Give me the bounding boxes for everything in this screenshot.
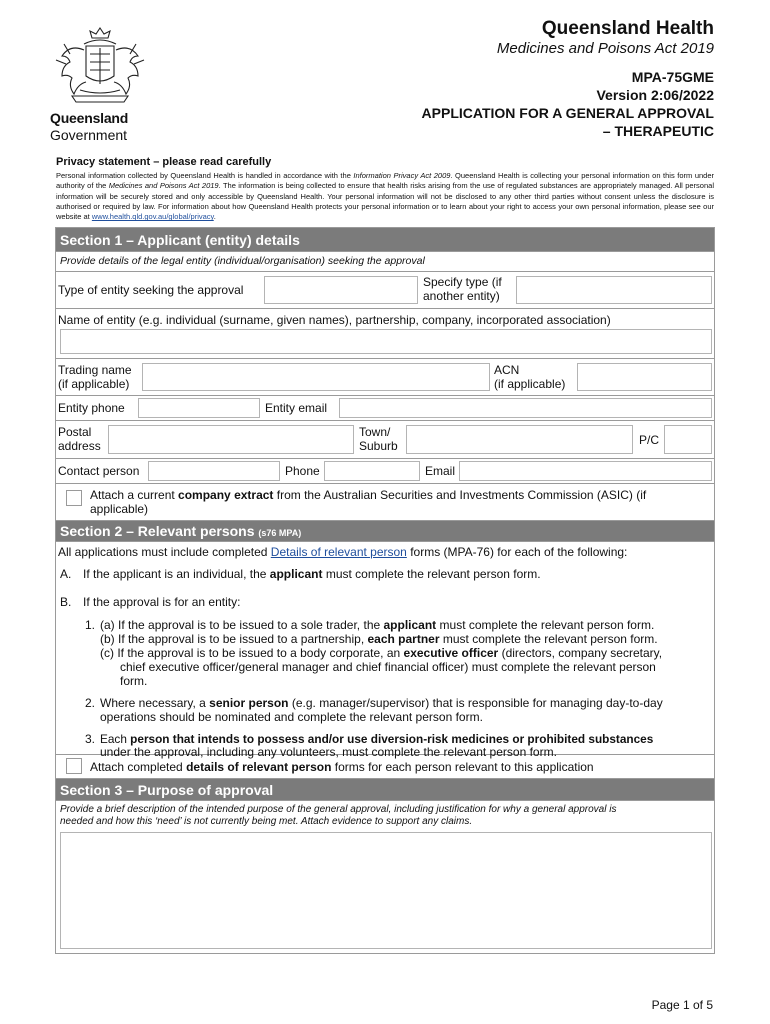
header-organisation: Queensland Health — [541, 18, 714, 39]
entity-type-label: Type of entity seeking the approval — [58, 283, 244, 297]
postcode-label: P/C — [639, 433, 660, 447]
specify-type-label-line1: Specify type (if — [423, 275, 502, 289]
trading-label-line1: Trading name — [58, 363, 132, 377]
item-a-text — [83, 567, 541, 581]
privacy-text-part: . Queensland Health is collecting your personal information on this form under authority of the — [56, 171, 714, 191]
item-a-marker: A. — [60, 567, 72, 581]
item-a-text-part: If the applicant is an individual, the — [83, 567, 270, 581]
item-a-bold: applicant — [269, 567, 323, 581]
section2-heading-ref: (s76 MPA) — [258, 528, 302, 538]
item-1a-text-part: must complete the relevant person form. — [436, 618, 655, 632]
item-2-bold: senior person — [209, 696, 289, 710]
entity-name-label: Name of entity (e.g. individual (surname, given names), partnership, company, incorporated association) — [58, 313, 611, 327]
section2-intro — [58, 545, 627, 559]
postal-address-label — [58, 425, 101, 453]
header-act: Medicines and Poisons Act 2019 — [496, 40, 714, 57]
purpose-description-field[interactable] — [60, 832, 712, 949]
item-1b-bold: each partner — [367, 632, 440, 646]
acn-label — [494, 363, 565, 391]
item-1a-bold: applicant — [383, 618, 437, 632]
postcode-field[interactable] — [664, 425, 712, 454]
relevant-person-attach-part: forms for each person relevant to this application — [331, 760, 594, 774]
privacy-statement — [56, 171, 714, 222]
postal-address-field[interactable] — [108, 425, 354, 454]
privacy-title: Privacy statement – please read carefully — [56, 156, 272, 168]
application-form — [55, 227, 715, 954]
relevant-person-attach-row — [56, 755, 714, 779]
entity-phone-field[interactable] — [138, 398, 260, 418]
privacy-text-part: . — [213, 212, 216, 222]
postal-label-line1: Postal — [58, 425, 92, 439]
entity-name-row — [56, 309, 714, 359]
privacy-act-name: Information Privacy Act 2009 — [353, 171, 451, 180]
contact-phone-label: Phone — [285, 464, 320, 478]
item-1c-bold: executive officer — [403, 646, 499, 660]
section3-note-line2: needed and how this ‘need’ is not currently being met. Attach evidence to support any claims. — [60, 816, 473, 827]
trading-name-label — [58, 363, 132, 391]
section2-heading — [56, 521, 714, 542]
section1-heading: Section 1 – Applicant (entity) details — [56, 228, 714, 252]
section1-note: Provide details of the legal entity (individual/organisation) seeking the approval — [56, 252, 714, 272]
company-extract-text-part: Attach a current — [90, 488, 179, 502]
item-b-marker: B. — [60, 595, 72, 609]
page-number: Page 1 of 5 — [651, 998, 713, 1012]
town-label-line1: Town/ — [359, 425, 391, 439]
logo-line-government: Government — [50, 127, 128, 143]
contact-person-row — [56, 459, 714, 484]
entity-type-field[interactable] — [264, 276, 418, 304]
item-a-text-part: must complete the relevant person form. — [322, 567, 541, 581]
item-1a-text — [100, 618, 654, 632]
contact-phone-field[interactable] — [324, 461, 420, 481]
specify-type-label-line2: another entity) — [423, 289, 500, 303]
item-2-text-part: (e.g. manager/supervisor) that is responsible for managing day-to-day — [288, 696, 663, 710]
contact-person-field[interactable] — [148, 461, 280, 481]
item-1c-line2: chief executive officer/general manager and chief financial officer) must complete the relevant person — [120, 660, 656, 674]
section3-note-line1: Provide a brief description of the intended purpose of the general approval, including justification for why a general approval is — [60, 804, 617, 815]
item-1c-text — [100, 646, 662, 660]
postal-label-line2: address — [58, 439, 101, 453]
coat-of-arms-icon — [50, 24, 150, 110]
company-extract-checkbox[interactable] — [66, 490, 82, 506]
section2-body — [56, 542, 714, 759]
relevant-person-attach-text — [90, 760, 594, 774]
item-1-marker: 1. — [85, 618, 96, 632]
form-title-line2: – THERAPEUTIC — [602, 123, 714, 139]
company-extract-text — [90, 488, 710, 516]
company-extract-text-part: from the Australian Securities and Investments Commission (ASIC) (if — [273, 488, 647, 502]
town-label-line2: Suburb — [359, 439, 398, 453]
postal-address-row — [56, 421, 714, 459]
entity-type-row — [56, 272, 714, 309]
item-1b-text — [100, 632, 658, 646]
form-code: MPA-75GME — [631, 69, 714, 85]
item-1c-text-part: (directors, company secretary, — [498, 646, 663, 660]
trading-name-row — [56, 359, 714, 396]
section2-intro-text: forms (MPA-76) for each of the following: — [406, 545, 628, 559]
item-3-line2: under the approval, including any volunteers, must complete the relevant person form. — [100, 745, 557, 759]
header-form-title-block — [422, 68, 714, 140]
item-3-bold: person that intends to possess and/or use diversion-risk medicines or prohibited substances — [130, 732, 654, 746]
specify-type-field[interactable] — [516, 276, 712, 304]
privacy-act-name: Medicines and Poisons Act 2019 — [108, 181, 219, 191]
town-suburb-label — [359, 425, 398, 453]
item-2-text — [100, 696, 663, 710]
item-b-text: If the approval is for an entity: — [83, 595, 241, 609]
contact-person-label: Contact person — [58, 464, 140, 478]
trading-name-field[interactable] — [142, 363, 490, 391]
form-title-line1: APPLICATION FOR A GENERAL APPROVAL — [421, 105, 714, 121]
item-1b-text-part: must complete the relevant person form. — [439, 632, 658, 646]
item-3-marker: 3. — [85, 732, 96, 746]
purpose-area — [56, 832, 714, 953]
item-3-text — [100, 732, 653, 746]
company-extract-line2: applicable) — [90, 502, 149, 516]
privacy-link[interactable]: www.health.qld.gov.au/global/privacy — [91, 212, 214, 222]
company-extract-bold: company extract — [178, 488, 274, 502]
contact-email-field[interactable] — [459, 461, 712, 481]
item-2-line2: operations should be nominated and complete the relevant person form. — [100, 710, 483, 724]
privacy-text-part: . The information is being collected to ensure that health risks arising from the use of regulated substances are appropriately managed. All personal information will be securely stored and only accessible by Queensland Health. Your personal information will not be disclosed to any other third parties without consent unless the disclosure is authorised or required by law. For information about how Queensland Health protects your personal information or to learn about your right to access your own personal information, please see our website at — [56, 181, 714, 222]
relevant-person-attach-part: Attach completed — [90, 760, 187, 774]
acn-label-line1: ACN — [494, 363, 520, 377]
queensland-government-logo — [50, 24, 150, 164]
acn-field[interactable] — [577, 363, 712, 391]
entity-name-field[interactable] — [60, 329, 712, 354]
item-1c-text-part: (c) If the approval is to be issued to a body corporate, an — [100, 646, 404, 660]
item-1a-text-part: (a) If the approval is to be issued to a sole trader, the — [100, 618, 384, 632]
item-2-marker: 2. — [85, 696, 96, 710]
company-extract-row — [56, 484, 714, 521]
item-1b-text-part: (b) If the approval is to be issued to a partnership, — [100, 632, 368, 646]
privacy-text-part: Personal information collected by Queensland Health is handled in accordance with the — [56, 171, 354, 180]
entity-contact-row — [56, 396, 714, 421]
contact-email-label: Email — [425, 464, 456, 478]
relevant-person-checkbox[interactable] — [66, 758, 82, 774]
entity-email-field[interactable] — [339, 398, 712, 418]
relevant-person-attach-bold: details of relevant person — [186, 760, 332, 774]
section3-heading: Section 3 – Purpose of approval — [56, 779, 714, 801]
section3-note — [56, 801, 714, 832]
relevant-person-form-link[interactable]: Details of relevant person — [270, 545, 407, 559]
item-1c-line3: form. — [120, 674, 148, 688]
town-suburb-field[interactable] — [406, 425, 633, 454]
trading-label-line2: (if applicable) — [58, 377, 130, 391]
section2-intro-text: All applications must include completed — [58, 545, 271, 559]
form-version: Version 2:06/2022 — [596, 87, 714, 103]
acn-label-line2: (if applicable) — [494, 377, 566, 391]
specify-type-label — [423, 275, 502, 303]
section2-heading-text: Section 2 – Relevant persons — [60, 523, 255, 539]
logo-line-queensland: Queensland — [50, 110, 129, 126]
entity-email-label: Entity email — [265, 401, 328, 415]
entity-phone-label: Entity phone — [58, 401, 125, 415]
item-3-text-part: Each — [100, 732, 131, 746]
item-2-text-part: Where necessary, a — [100, 696, 210, 710]
